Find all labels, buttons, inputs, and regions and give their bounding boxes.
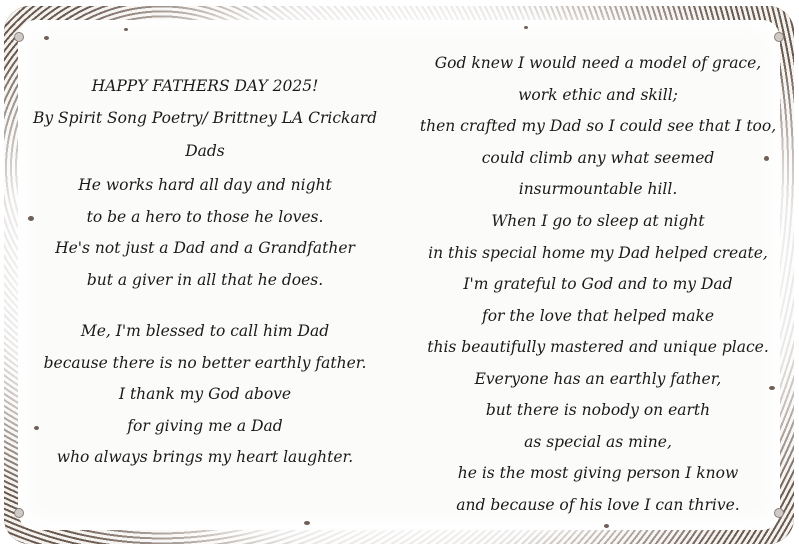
poem-line: When I go to sleep at night [491,212,705,230]
poem-line: could climb any what seemed [481,148,715,167]
right-stanza-2 [408,206,788,521]
poem-line: but a giver in all that he does. [86,270,324,289]
poem-line: for the love that helped make [481,306,715,325]
poem-line: who always brings my heart laughter. [56,448,354,466]
poem-line: for giving me a Dad [127,416,283,435]
poem-line: this beautifully mastered and unique place. [427,338,769,356]
poem-line: work ethic and skill; [518,85,678,104]
mounting-hole-top-right [774,32,784,42]
mounting-hole-top-left [14,32,24,42]
left-stanza-2 [20,316,390,474]
poem-line: Me, I'm blessed to call him Dad [80,322,330,340]
rust-speck [524,26,528,29]
poem-line: God knew I would need a model of grace, [434,54,762,72]
poem-line: I thank my God above [118,385,292,403]
poem-line: because there is no better earthly father. [43,353,367,372]
poem-title: HAPPY FATHERS DAY 2025! [91,77,319,95]
right-stanza-1 [408,48,788,206]
rust-speck [304,521,310,525]
poem-heading: Dads [185,142,225,160]
poem-line: but there is nobody on earth [485,401,711,419]
rust-speck [124,28,128,31]
rust-speck [44,36,49,40]
left-stanza-1 [20,170,390,296]
poem-line: I'm grateful to God and to my Dad [463,275,733,293]
poem-line: he is the most giving person I know [457,464,739,482]
poem-line: Everyone has an earthly father, [474,369,722,388]
poem-line: then crafted my Dad so I could see that I too, [419,117,777,135]
poem-line: He's not just a Dad and a Grandfather [55,239,355,257]
poem-line: in this special home my Dad helped create, [428,243,768,262]
poem-line: insurmountable hill. [518,180,678,198]
mounting-hole-bottom-left [14,508,24,518]
rust-speck [604,524,609,528]
poem-line: as special as mine, [524,432,672,451]
poem-line: He works hard all day and night [78,176,332,194]
poem-line: and because of his love I can thrive. [456,495,740,514]
poem-line: to be a hero to those he loves. [86,207,324,226]
poem-byline: By Spirit Song Poetry/ Brittney LA Crickard [32,109,378,127]
